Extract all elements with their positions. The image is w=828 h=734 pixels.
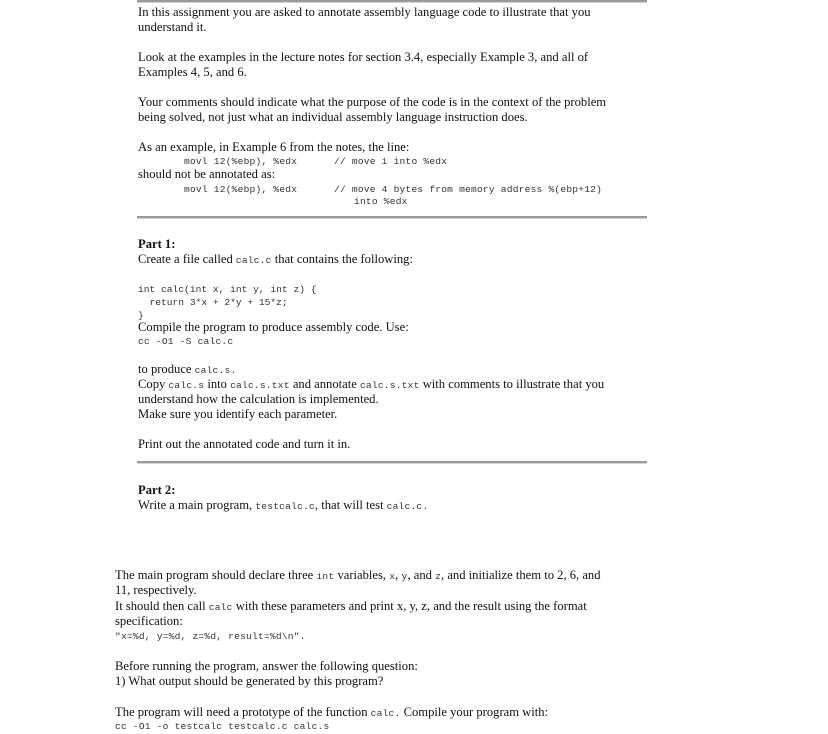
- example-bad-comment-2: into %edx: [354, 196, 408, 207]
- example-bad-comment-1: // move 4 bytes from memory address %(ebp+12): [334, 184, 603, 195]
- example-good-comment: // move i into %edx: [334, 156, 448, 167]
- part2-write-line: Write a main program, testcalc.c, that will test calc.c.: [138, 498, 429, 512]
- top-divider: [137, 0, 647, 3]
- part2-before-line: Before running the program, answer the following question:: [115, 659, 418, 673]
- part1-create-line: Create a file called calc.c that contains the following:: [138, 252, 413, 266]
- part1-compile-text: Compile the program to produce assembly code. Use:: [138, 320, 409, 334]
- part2-main-line-2: 11, respectively.: [115, 583, 197, 597]
- part2-proto-line: The program will need a prototype of the function calc. Compile your program with:: [115, 705, 549, 719]
- part1-compile-cmd: cc -O1 -S calc.c: [138, 336, 234, 347]
- divider-2: [137, 461, 647, 464]
- part2-format-spec: "x=%d, y=%d, z=%d, result=%d\n".: [115, 631, 306, 642]
- part2-main-line: The main program should declare three int variables, x, y, and z, and initialize them to 2, 6, and: [115, 568, 601, 582]
- example-bad-code: movl 12(%ebp), %edx: [184, 184, 298, 195]
- intro-line-4: Examples 4, 5, and 6.: [138, 65, 247, 79]
- intro-line-2: understand it.: [138, 20, 207, 34]
- part2-question: 1) What output should be generated by this program?: [115, 674, 384, 688]
- part1-produce-line: to produce calc.s.: [138, 362, 237, 376]
- intro-line-6: being solved, not just what an individual assembly language instruction does.: [138, 110, 528, 124]
- divider-1: [137, 216, 647, 219]
- part1-copy-line-2: understand how the calculation is implemented.: [138, 392, 379, 406]
- part1-heading: Part 1:: [138, 237, 176, 251]
- calc-code-block: int calc(int x, int y, int z) { return 3*x + 2*y + 15*z; }: [138, 284, 317, 321]
- part2-call-line-2: specification:: [115, 614, 183, 628]
- part2-heading: Part 2:: [138, 483, 176, 497]
- intro-line-5: Your comments should indicate what the purpose of the code is in the context of the problem: [138, 95, 607, 109]
- intro-line-3: Look at the examples in the lecture notes for section 3.4, especially Example 3, and all of: [138, 50, 589, 64]
- part1-print-line: Print out the annotated code and turn it in.: [138, 437, 351, 451]
- intro-line-8: should not be annotated as:: [138, 167, 276, 181]
- part1-copy-line-3: Make sure you identify each parameter.: [138, 407, 338, 421]
- part2-compile-cmd: cc -O1 -o testcalc testcalc.c calc.s: [115, 721, 330, 732]
- example-good-code: movl 12(%ebp), %edx: [184, 156, 298, 167]
- part2-call-line: It should then call calc with these parameters and print x, y, z, and the result using the format: [115, 599, 587, 613]
- intro-line-1: In this assignment you are asked to annotate assembly language code to illustrate that you: [138, 5, 591, 19]
- intro-line-7: As an example, in Example 6 from the notes, the line:: [138, 140, 410, 154]
- part1-copy-line: Copy calc.s into calc.s.txt and annotate calc.s.txt with comments to illustrate that you: [138, 377, 605, 391]
